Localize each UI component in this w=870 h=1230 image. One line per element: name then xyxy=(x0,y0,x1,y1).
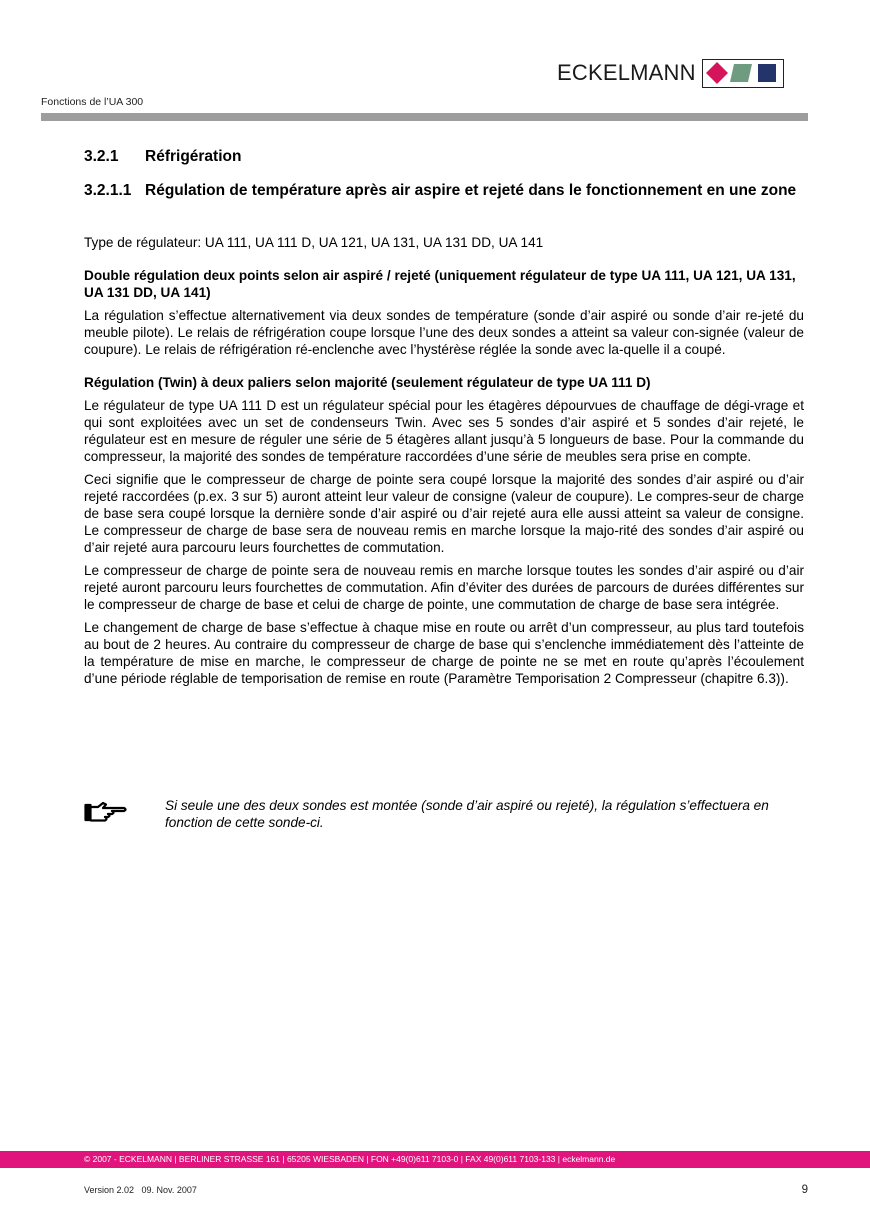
block-heading: Régulation (Twin) à deux paliers selon majorité (seulement régulateur de type UA 111 D) xyxy=(84,375,651,390)
paragraph: Le changement de charge de base s’effectue à chaque mise en route ou arrêt d’un compresseur, au plus tard toutefois au bout de 2 heures. Au contraire du compresseur de charge de base qui s’enclenche immédiatement dès l’atteinte de la température de mise en marche, le compresseur de charge de pointe ne se met en route qu’après l’écoulement d’une période réglable de temporisation de remise en route (Paramètre Temporisation 2 Compresseur (chapitre 6.3)). xyxy=(84,620,804,686)
subsection-title: Régulation de température après air aspire et rejeté dans le fonctionnement en une zone xyxy=(145,182,797,199)
footer-contact: © 2007 - ECKELMANN | BERLINER STRASSE 161 | 65205 WIESBADEN | FON +49(0)611 7103-0 | FAX 49(0)611 7103-133 | eckelmann.de xyxy=(84,1154,616,1164)
paragraph: Le régulateur de type UA 111 D est un régulateur spécial pour les étagères dépourvues de chauffage de dégi-vrage et qui sont exploitées avec un set de condenseurs Twin. Avec ses 5 sondes d’air aspiré et 5 sondes d’air rejeté, le régulateur est en mesure de réguler une série de 5 étagères allant jusqu’à 5 longueurs de base. Pour la commande du compresseur, la majorité des sondes de température raccordées d’une série de meubles sera prise en compte. xyxy=(84,398,804,464)
block-heading: Double régulation deux points selon air aspiré / rejeté (uniquement régulateur de type UA 111, UA 121, UA 131, UA 131 DD, UA 141) xyxy=(84,268,796,300)
paragraph: Ceci signifie que le compresseur de charge de pointe sera coupé lorsque la majorité des sondes d’air aspiré ou d’air rejeté raccordées (p.ex. 3 sur 5) auront atteint leur valeur de consigne (valeur de coupure). Le compres-seur de charge de base sera coupé lorsque la dernière sonde d’air aspiré ou d’air rejeté aura elle aussi atteint sa valeur de consigne. Le compresseur de charge de base sera de nouveau remis en marche lorsque la majo-rité des sondes d’air aspiré ou d’air rejeté aura parcouru leurs fourchettes de commutation. xyxy=(84,472,804,555)
subsection-number: 3.2.1.1 xyxy=(84,182,132,199)
footer-bar xyxy=(0,1151,870,1168)
subsection-heading xyxy=(84,178,804,204)
header-rule xyxy=(41,113,808,121)
logo-green-parallelogram xyxy=(730,64,752,82)
paragraph: La régulation s’effectue alternativement via deux sondes de température (sonde d’air aspiré ou sonde d’air re-jeté du meuble pilote). Le relais de réfrigération coupe lorsque l’une des deux sondes a atteint sa valeur con-signée (valeur de coupure). Le relais de réfrigération ré-enclenche avec l’hystérèse réglée la sonde avec la-quelle il a coupé. xyxy=(84,308,804,357)
logo-blue-square xyxy=(758,64,776,82)
running-head: Fonctions de l’UA 300 xyxy=(41,96,144,108)
page-number: 9 xyxy=(801,1184,808,1196)
logo-mark xyxy=(702,59,784,88)
note-callout xyxy=(84,797,804,831)
paragraph: Le compresseur de charge de pointe sera de nouveau remis en marche lorsque toutes les sondes d’air aspiré ou d’air rejeté auront parcouru leurs fourchettes de commutation. Afin d’éviter des durées de parcours de durées différentes sur le compresseur de charge de base et celui de charge de pointe, une commutation de charge de base sera intégrée. xyxy=(84,563,804,612)
controller-type-line: Type de régulateur: UA 111, UA 111 D, UA 121, UA 131, UA 131 DD, UA 141 xyxy=(84,235,544,250)
main-content xyxy=(84,146,804,687)
brand-name: ECKELMANN xyxy=(557,60,696,85)
section-number: 3.2.1 xyxy=(84,148,119,165)
note-text: Si seule une des deux sondes est montée (sonde d’air aspiré ou rejeté), la régulation s’effectuera en fonction de cette sonde-ci. xyxy=(165,798,769,830)
brand-logo xyxy=(557,58,784,88)
logo-red-diamond xyxy=(706,62,728,84)
pointing-hand-icon xyxy=(84,797,165,831)
version-date: Version 2.02 09. Nov. 2007 xyxy=(84,1185,197,1195)
section-title: Réfrigération xyxy=(145,148,242,165)
section-heading xyxy=(84,146,804,168)
